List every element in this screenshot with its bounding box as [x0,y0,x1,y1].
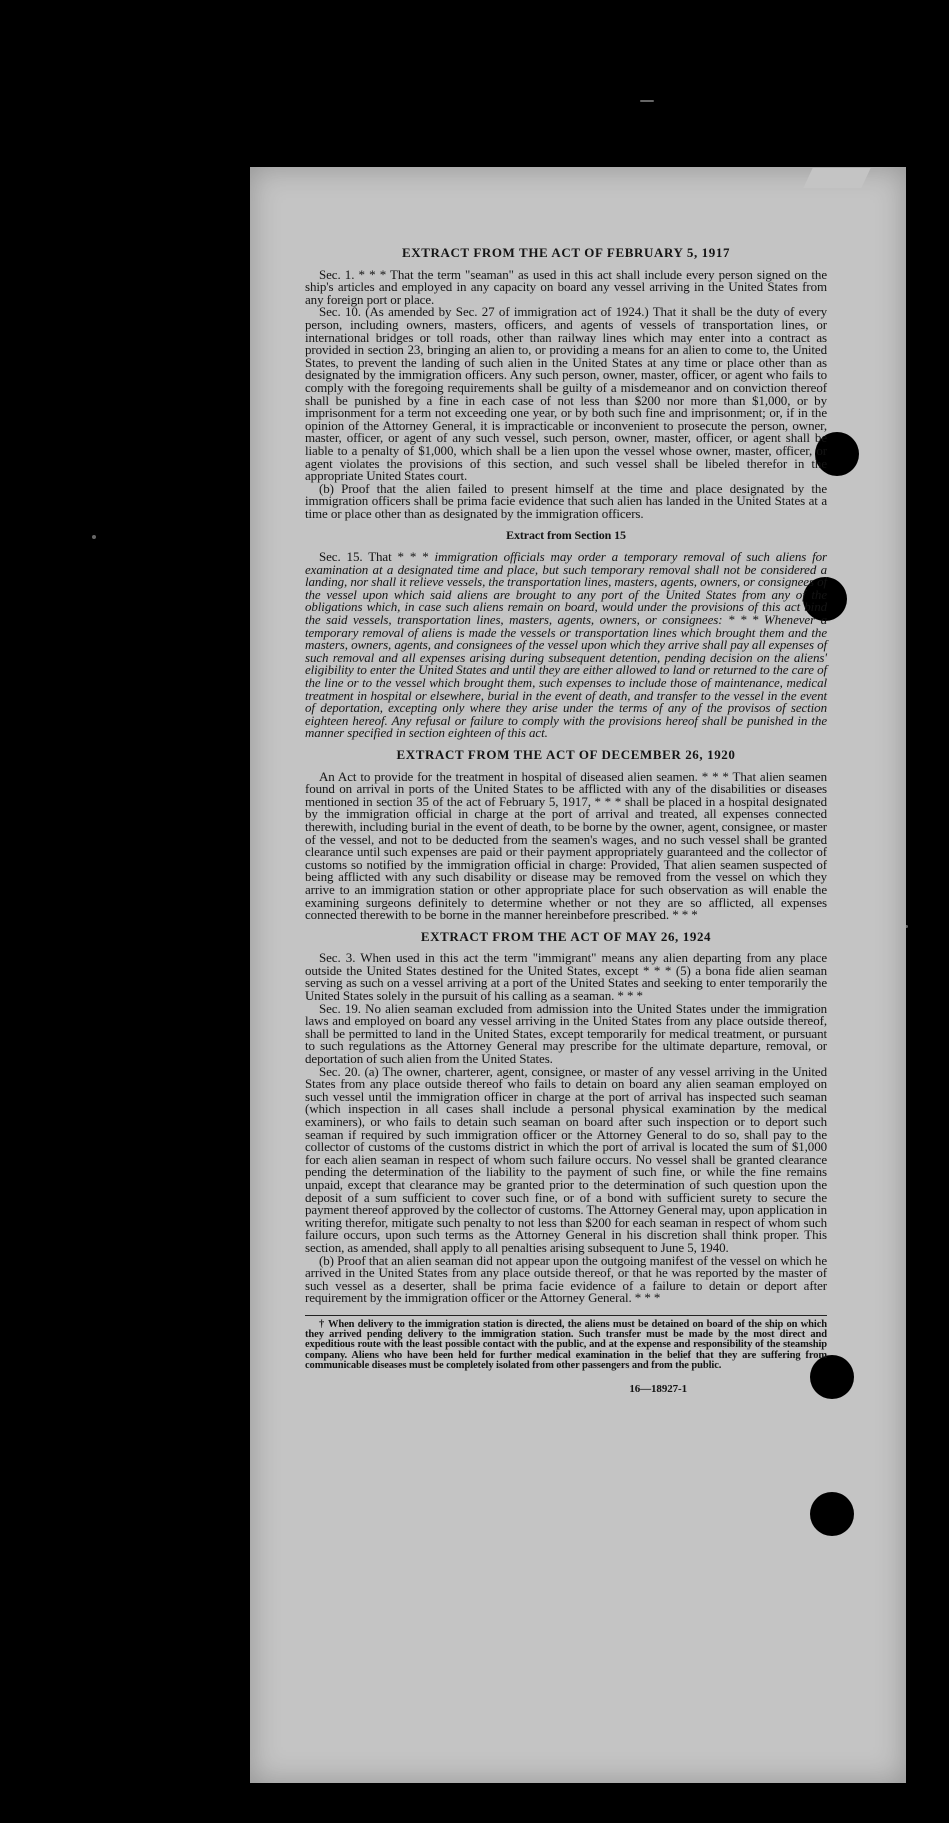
section-heading: EXTRACT FROM THE ACT OF FEBRUARY 5, 1917 [401,245,731,260]
section-heading: EXTRACT FROM THE ACT OF DECEMBER 26, 1920 [396,746,736,762]
document-body [305,247,827,1396]
paragraph: Sec. 1. * * * That the term "seaman" as used in this act shall include every person signed on the ship's articles and employed in any capacity on board any vessel arriving in the United States from any foreign port or place. [305,266,827,307]
section-act-1924 [305,928,827,1306]
paragraph: (b) Proof that an alien seaman did not appear upon the outgoing manifest of the vessel on which he arrived in the United States from any place outside thereof, or that he was reported by the master of such vessel as a deserter, shall be prima facie evidence of a failure to detain or deport after requirement by the immigration officer or the Attorney General. * * * [305,1252,827,1306]
paragraph: Sec. 10. (As amended by Sec. 27 of immigration act of 1924.) That it shall be the duty of every person, including owners, masters, officers, and agents of vessels of transportation lines, or international bridges or toll roads, other than railway lines which may enter into a contract as provided in section 23, bringing an alien to, or providing a means for an alien to come to, the United States, to prevent the landing of such alien in the United States at any time or place other than as designated by the immigration officers. Any such person, owner, master, officer, or agent who fails to comply with the foregoing requirements shall be guilty of a misdemeanor and on conviction thereof shall be punished by a fine in each case of not less than $200 nor more than $1,000, or by imprisonment for a term not exceeding one year, or by both such fine and imprisonment; or, if in the opinion of the Attorney General, it is impracticable or inconvenient to prosecute the person, owner, master, officer, or agent of any such vessel, such person, owner, master, officer, or agent shall be liable to a penalty of $1,000, which shall be a lien upon the vessel whose owner, master, officer, or agent violates the provisions of this section, and such vessel shall be libeled therefor in the appropriate United States court. [305,304,827,484]
paragraph: Sec. 19. No alien seaman excluded from admission into the United States under the immigration laws and employed on board any vessel arriving in the United States from any place outside thereof, shall be permitted to land in the United States, except temporarily for medical treatment, or pursuant to such regulations as the Attorney General may prescribe for the ultimate departure, removal, or deportation of such alien from the United States. [305,1000,827,1067]
section-act-1920 [305,746,827,923]
punch-hole [810,1492,854,1536]
footnote: † When delivery to the immigration station is directed, the aliens must be detained on board of the ship on which they arrived pending delivery to the immigration station. Such transfer must be made by the most direct and expeditious route with the least possible contact with the public, and at the expense and responsibility of the steamship company. Aliens who have been held for further medical examination in the belief that they are suffering from communicable diseases must be completely isolated from other passengers and from the public. [305,1318,827,1371]
section-act-1917 [305,247,827,520]
section-lead: Sec. 15. That * * * [319,549,435,565]
section-heading: EXTRACT FROM THE ACT OF MAY 26, 1924 [420,928,712,944]
footnote-divider [305,1315,827,1316]
paragraph: Sec. 20. (a) The owner, charterer, agent, consignee, or master of any vessel arriving in the United States from any place outside thereof who fails to detain on board any alien seaman employed on such vessel until the immigration officer in charge at the port of arrival has inspected such seaman (which inspection in all cases shall include a personal physical examination by the medical examiners), or who fails to detain such seaman on board after such inspection or to deport such seaman if required by such immigration officer or the Attorney General to do so, shall pay to the collector of customs of the customs district in which the port of arrival is located the sum of $1,000 for each alien seaman in respect of whom such failure occurs. No vessel shall be granted clearance pending the determination of the liability to the payment of such fine, or while the fine remains unpaid, except that clearance may be granted prior to the determination of such question upon the deposit of a sum sufficient to cover such fine, or of a bond with sufficient surety to secure the payment thereof approved by the collector of customs. The Attorney General may, upon application in writing therefor, mitigate such penalty to not less than $200 for each seaman in respect of whom such failure occurs, upon such terms as the Attorney General in his discretion shall think proper. This section, as amended, shall apply to all penalties arising subsequent to June 5, 1940. [305,1063,827,1255]
section-15-extract [305,529,827,740]
section-subheading: Extract from Section 15 [506,528,626,543]
form-number: 16—18927-1 [629,1382,687,1395]
dust-speck [640,100,654,102]
paragraph [305,551,827,740]
document-page [250,167,906,1783]
paragraph: Sec. 3. When used in this act the term "immigrant" means any alien departing from any place outside the United States destined for the United States, except * * * (5) a bona fide alien seaman serving as such on a vessel arriving at a port of the United States and seeking to enter temporarily the United States solely in the pursuit of his calling as a seaman. * * * [305,950,827,1004]
italic-text: immigration officials may order a temporary removal of such aliens for examination at a designated time and place, but such temporary removal shall not be considered a landing, nor shall it relieve vessels, the transportation lines, masters, agents, owners, or consignees of the vessel upon which said aliens are brought to any port of the United States from any of the obligations which, in case such aliens remain on board, would under the provisions of this act bind the said vessels, transportation lines, masters, agents, owners, or consignees: * * * Whenever a temporary removal of aliens is made the vessels or transportation lines which brought them and the masters, owners, agents, and consignees of the vessel upon which they arrive shall pay all expenses of such removal and all expenses arising during subsequent detention, pending decision on the aliens' eligibility to enter the United States and until they are either allowed to land or returned to the care of the line or to the vessel which brought them, such expenses to include those of maintenance, medical treatment in hospital or elsewhere, burial in the event of death, and transfer to the vessel in the event of deportation, excepting only where they arise under the terms of any of the provisos of section eighteen hereof. Any refusal or failure to comply with the provisions hereof shall be punished in the manner specified in section eighteen of this act. [305,549,827,741]
dust-speck [92,535,96,539]
page-corner-fold [803,168,870,188]
paragraph: (b) Proof that the alien failed to present himself at the time and place designated by the immigration officers shall be prima facie evidence that such alien has landed in the United States at a time or place other than as designated by the immigration officers. [305,480,827,521]
paragraph: An Act to provide for the treatment in hospital of diseased alien seamen. * * * That alien seamen found on arrival in ports of the United States to be afflicted with any of the disabilities or diseases mentioned in section 35 of the act of February 5, 1917, * * * shall be placed in a hospital designated by the immigration official in charge at the port of arrival and treated, all expenses connected therewith, including burial in the event of death, to be borne by the owner, agent, consignee, or master of the vessel, and not to be deducted from the seamen's wages, and no such vessel shall be granted clearance until such expenses are paid or their payment appropriately guaranteed and the collector of customs so notified by the immigration official in charge: Provided, That alien seamen suspected of being afflicted with any such disability or disease may be removed from the vessel on which they arrive to an immigration station or other appropriate place for such observation as will enable the examining surgeons definitely to determine whether or not they are so afflicted, all expenses connected therewith to be borne in the manner hereinbefore prescribed. * * * [305,768,827,923]
